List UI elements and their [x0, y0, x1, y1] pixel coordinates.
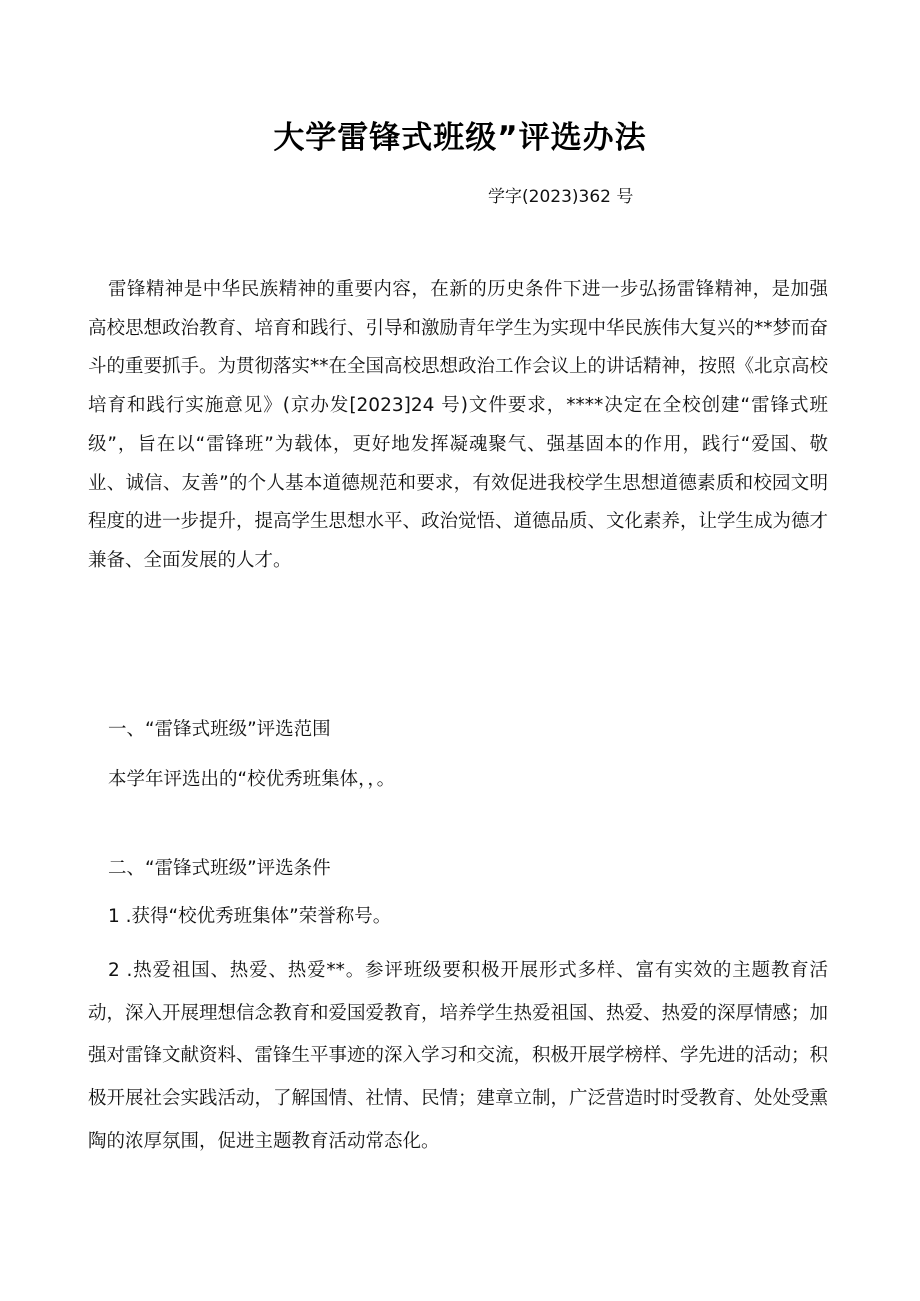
section1-heading: 一、“雷锋式班级”评选范围	[108, 719, 331, 740]
intro-paragraph: 雷锋精神是中华民族精神的重要内容，在新的历史条件下进一步弘扬雷锋精神，是加强高校思想政治教育、培育和践行、引导和激励青年学生为实现中华民族伟大复兴的**梦而奋斗的重要抓手。为贯彻落实**在全国高校思想政治工作会议上的讲话精神，按照《北京高校培育和践行实施意见》(京办发[2023]24 号)文件要求，****决定在全校创建“雷锋式班级”，旨在以“雷锋班”为载体，更好地发挥凝魂聚气、强基固本的作用，践行“爱国、敬业、诚信、友善”的个人基本道德规范和要求，有效促进我校学生思想道德素质和校园文明程度的进一步提升，提高学生思想水平、政治觉悟、道德品质、文化素养，让学生成为德才兼备、全面发展的人才。	[88, 279, 829, 571]
section2-item2: 2 .热爱祖国、热爱、热爱**。参评班级要积极开展形式多样、富有实效的主题教育活动，深入开展理想信念教育和爱国爱教育，培养学生热爱祖国、热爱、热爱的深厚情感；加强对雷锋文献资料、雷锋生平事迹的深入学习和交流，积极开展学榜样、学先进的活动；积极开展社会实践活动，了解国情、社情、民情；建章立制，广泛营造时时受教育、处处受熏陶的浓厚氛围，促进主题教育活动常态化。	[88, 960, 829, 1152]
section2-heading: 二、“雷锋式班级”评选条件	[108, 858, 331, 879]
section2-item1: 1 .获得“校优秀班集体”荣誉称号。	[108, 906, 392, 927]
document-number: 学字(2023)362 号	[488, 187, 634, 207]
document-title: 大学雷锋式班级”评选办法	[273, 120, 647, 156]
section1-body: 本学年评选出的“校优秀班集体，，。	[108, 769, 396, 790]
